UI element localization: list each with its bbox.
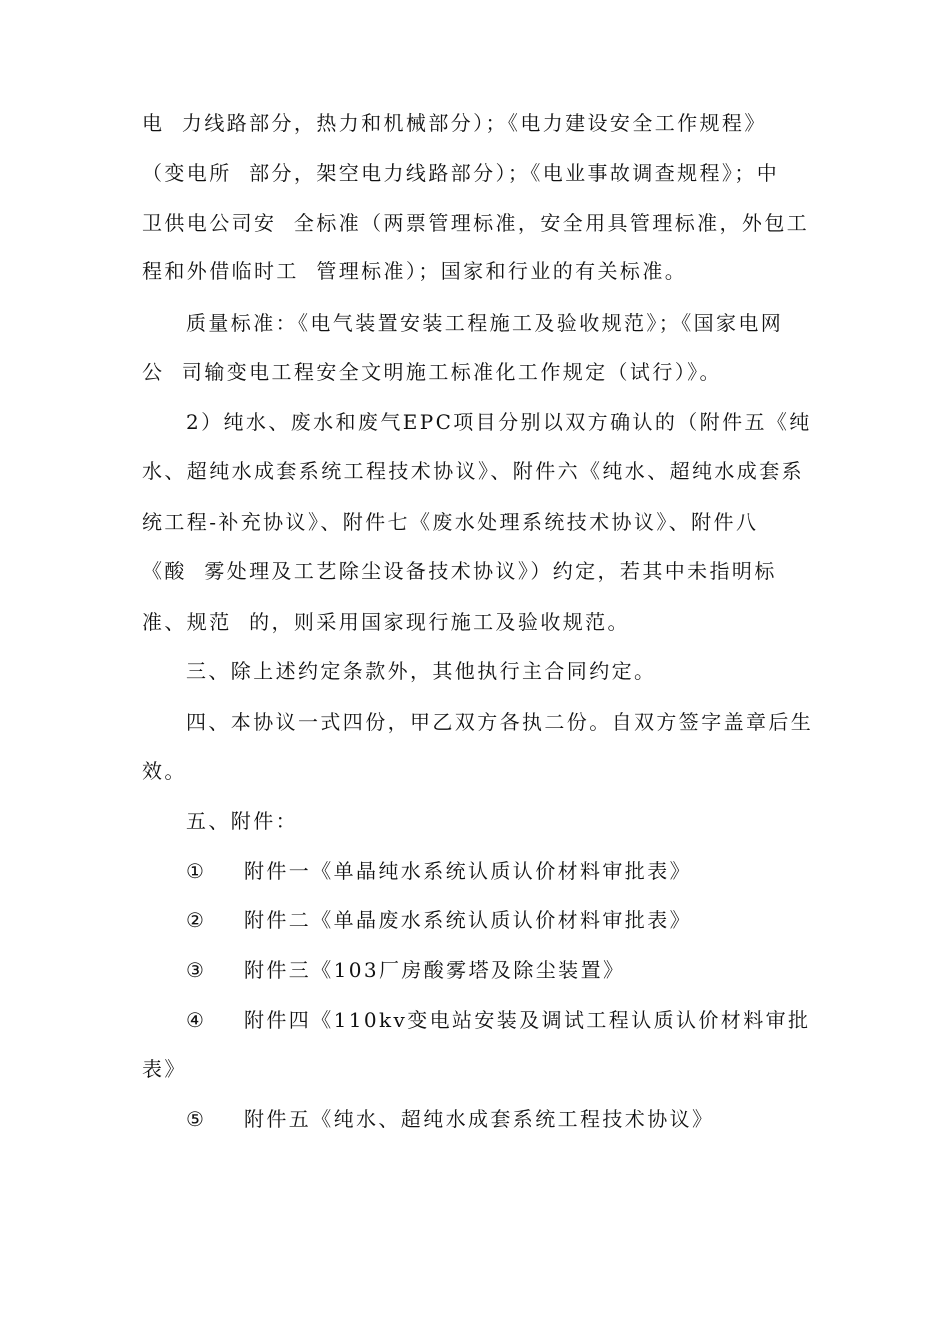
clause-four-line-2: 效。 xyxy=(142,759,187,783)
standards-line-2: （变电所 部分，架空电力线路部分）；《电业事故调查规程》；中 xyxy=(142,161,780,185)
clause-five-heading: 五、附件： xyxy=(186,809,298,833)
attachment-title: 附件四《110kv变电站安装及调试工程认质认价材料审批 xyxy=(244,1008,811,1032)
epc-line-3: 统工程-补充协议》、附件七《废水处理系统技术协议》、附件八 xyxy=(142,510,759,534)
epc-line-1: 2）纯水、废水和废气EPC项目分别以双方确认的（附件五《纯 xyxy=(186,410,812,434)
quality-line-2: 公 司输变电工程安全文明施工标准化工作规定（试行）》。 xyxy=(142,360,722,384)
standards-line-4: 程和外借临时工 管理标准）；国家和行业的有关标准。 xyxy=(142,259,688,283)
attachment-title: 附件三《103厂房酸雾塔及除尘装置》 xyxy=(244,958,626,982)
epc-line-5: 准、规范 的，则采用国家现行施工及验收规范。 xyxy=(142,610,630,634)
quality-line-1: 质量标准：《电气装置安装工程施工及验收规范》；《国家电网 xyxy=(186,311,784,335)
attachment-number: ③ xyxy=(186,958,204,982)
attachment-number: ① xyxy=(186,859,204,883)
attachment-number: ② xyxy=(186,908,204,932)
attachment-title: 附件一《单晶纯水系统认质认价材料审批表》 xyxy=(244,859,692,883)
attachment-title: 附件五《纯水、超纯水成套系统工程技术协议》 xyxy=(244,1107,715,1131)
attachment-number: ④ xyxy=(186,1008,204,1032)
standards-line-1: 电 力线路部分，热力和机械部分）；《电力建设安全工作规程》 xyxy=(142,111,767,135)
epc-line-2: 水、超纯水成套系统工程技术协议》、附件六《纯水、超纯水成套系 xyxy=(142,459,804,483)
attachment-number: ⑤ xyxy=(186,1107,204,1131)
clause-three: 三、除上述约定条款外，其他执行主合同约定。 xyxy=(186,659,657,683)
attachment-title: 附件二《单晶废水系统认质认价材料审批表》 xyxy=(244,908,692,932)
clause-four-line-1: 四、本协议一式四份，甲乙双方各执二份。自双方签字盖章后生 xyxy=(186,710,814,734)
epc-line-4: 《酸 雾处理及工艺除尘设备技术协议》）约定，若其中未指明标 xyxy=(142,559,777,583)
standards-line-3: 卫供电公司安 全标准（两票管理标准，安全用具管理标准，外包工 xyxy=(142,211,810,235)
attachment-title-continuation: 表》 xyxy=(142,1057,187,1081)
